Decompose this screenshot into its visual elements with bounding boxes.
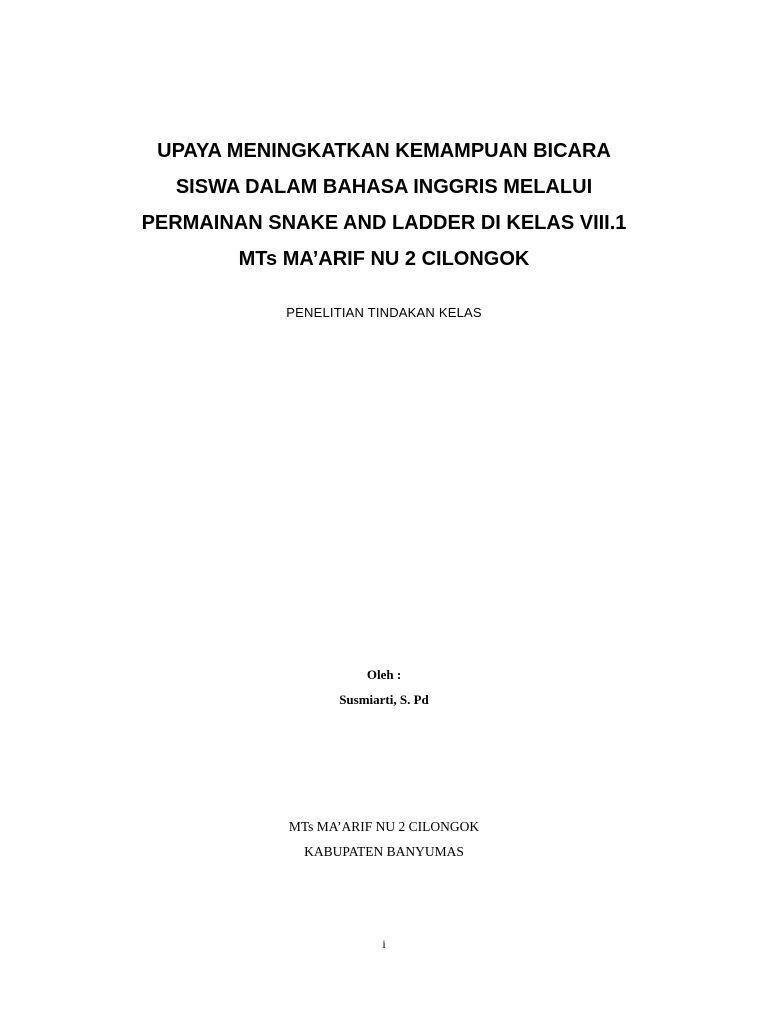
document-title <box>0 133 768 277</box>
title-line-1: UPAYA MENINGKATKAN KEMAMPUAN BICARA <box>157 140 611 162</box>
author-name: Susmiarti, S. Pd <box>339 692 429 707</box>
title-line-4: MTs MA’ARIF NU 2 CILONGOK <box>238 248 530 270</box>
institution-name: MTs MA’ARIF NU 2 CILONGOK <box>288 819 480 834</box>
title-line-3: PERMAINAN SNAKE AND LADDER DI KELAS VIII.1 <box>141 212 627 234</box>
document-subtitle: PENELITIAN TINDAKAN KELAS <box>286 305 482 320</box>
author-label: Oleh : <box>366 667 402 682</box>
page-number: i <box>382 937 386 951</box>
title-line-2: SISWA DALAM BAHASA INGGRIS MELALUI <box>175 176 593 198</box>
institution-regency: KABUPATEN BANYUMAS <box>304 844 464 859</box>
